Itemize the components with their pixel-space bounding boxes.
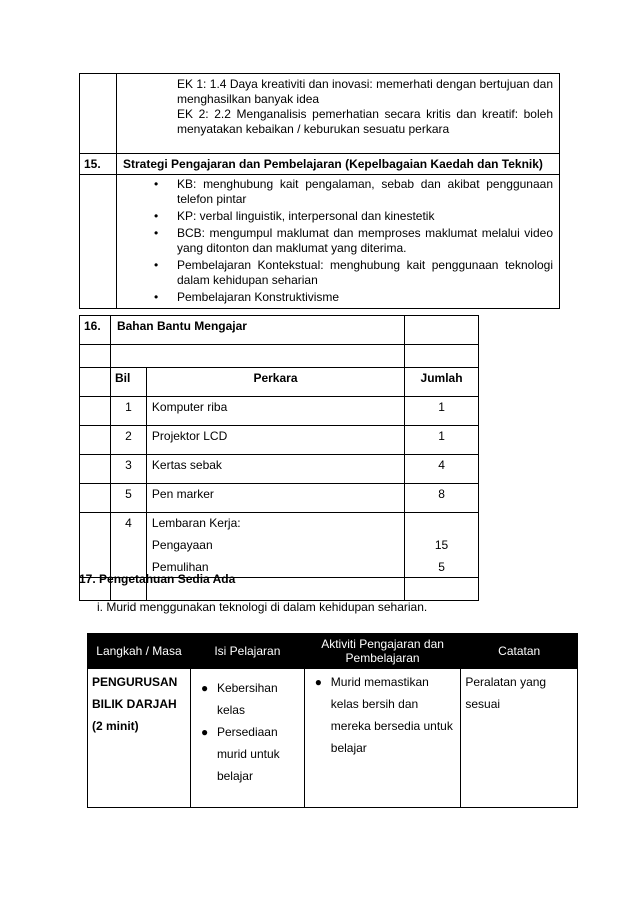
empty-cell [80, 426, 111, 455]
empty-cell [80, 513, 111, 578]
cell-jumlah: 1 [405, 397, 479, 426]
empty-cell [405, 578, 479, 601]
cell-jumlah-worksheet [405, 513, 479, 578]
cell-jumlah: 4 [405, 455, 479, 484]
step-line-2: BILIK DARJAH [92, 697, 177, 711]
empty-cell [80, 455, 111, 484]
table-row [80, 426, 479, 455]
list-item [154, 209, 553, 224]
empty-cell [80, 345, 111, 368]
list-item [201, 721, 300, 787]
ek-line-2: EK 2: 2.2 Menganalisis pemerhatian secara kritis dan kreatif: boleh menyatakan kebaikan / keburukan sesuatu perkara [177, 107, 553, 136]
teaching-aids-table [79, 315, 479, 601]
step-line-1: PENGURUSAN [92, 675, 178, 689]
enrichment-count: 15 [434, 538, 449, 552]
section-17-text: i. Murid menggunakan teknologi di dalam kehidupan seharian. [97, 600, 428, 614]
column-header-aktiviti: Aktiviti Pengajaran dan Pembelajaran [304, 634, 461, 669]
section-17-title: 17. Pengetahuan Sedia Ada [79, 572, 236, 586]
list-item-text: KP: verbal linguistik, interpersonal dan kinestetik [177, 209, 435, 223]
empty-cell [405, 345, 479, 368]
bullet-icon: ● [200, 725, 209, 739]
column-header-row [80, 368, 479, 397]
section-15-content-row [80, 175, 560, 309]
list-item-text: Persediaan murid untuk belajar [216, 725, 280, 783]
strategy-list-cell [117, 175, 560, 309]
empty-cell [80, 368, 111, 397]
cell-perkara: Pen marker [146, 484, 404, 513]
list-item [201, 677, 300, 721]
section-15-header-row [80, 154, 560, 175]
strategy-list [154, 177, 553, 305]
table-row [80, 513, 479, 578]
cell-bil: 2 [110, 426, 146, 455]
cell-jumlah: 8 [405, 484, 479, 513]
cell-bil: 5 [110, 484, 146, 513]
column-header-catatan: Catatan [461, 634, 578, 669]
remedial-count: 5 [438, 560, 445, 574]
cell-bil: 1 [110, 397, 146, 426]
worksheet-enrichment: Pengayaan [151, 538, 213, 552]
list-item-text: Murid memastikan kelas bersih dan mereka bersedia untuk belajar [330, 675, 453, 755]
lesson-steps-table [87, 633, 578, 808]
bullet-icon: • [154, 209, 159, 223]
section-15-title: Strategi Pengajaran dan Pembelajaran (Kepelbagaian Kaedah dan Teknik) [117, 154, 560, 175]
empty-cell [80, 397, 111, 426]
list-item-text: KB: menghubung kait pengalaman, sebab dan akibat penggunaan telefon pintar [177, 177, 553, 206]
list-item-text: Pembelajaran Kontekstual: menghubung kait penggunaan teknologi dalam kehidupan seharian [177, 258, 553, 287]
list-item-text: BCB: mengumpul maklumat dan memproses maklumat melalui video yang ditonton dan maklumat yang diterima. [177, 226, 553, 255]
bullet-icon: • [154, 226, 159, 240]
table-row [80, 455, 479, 484]
step-duration: (2 minit) [92, 719, 139, 733]
ek-row [80, 74, 560, 154]
list-item [315, 671, 457, 759]
ek-line-1: EK 1: 1.4 Daya kreativiti dan inovasi: memerhati dengan bertujuan dan menghasilkan banyak idea [177, 77, 553, 106]
bullet-icon: • [154, 177, 159, 191]
list-item [154, 258, 553, 288]
cell-bil: 4 [110, 513, 146, 578]
list-item [154, 226, 553, 256]
cell-langkah [88, 669, 191, 808]
list-item-text: Pembelajaran Konstruktivisme [177, 290, 340, 304]
column-header-bil: Bil [110, 368, 146, 397]
bullet-icon: • [154, 258, 159, 272]
cell-perkara-worksheet [146, 513, 404, 578]
list-item [154, 290, 553, 305]
column-header-jumlah: Jumlah [405, 368, 479, 397]
ek-cell [117, 74, 560, 154]
worksheet-label: Lembaran Kerja: [151, 516, 241, 530]
cell-perkara: Kertas sebak [146, 455, 404, 484]
table-row [80, 397, 479, 426]
section-15-empty-cell [80, 175, 117, 309]
bullet-icon: ● [200, 681, 209, 695]
cell-jumlah: 1 [405, 426, 479, 455]
cell-perkara: Komputer riba [146, 397, 404, 426]
section-16-header-row [80, 316, 479, 345]
column-header-isi: Isi Pelajaran [190, 634, 304, 669]
worksheet-remedial: Pemulihan [151, 560, 209, 574]
lesson-header-row [88, 634, 578, 669]
cell-aktiviti [304, 669, 461, 808]
section-16-title: Bahan Bantu Mengajar [110, 316, 404, 345]
section-15-number: 15. [80, 154, 117, 175]
table-row [88, 669, 578, 808]
column-header-langkah: Langkah / Masa [88, 634, 191, 669]
cell-perkara: Projektor LCD [146, 426, 404, 455]
bullet-icon: ● [314, 675, 323, 689]
empty-cell [110, 345, 404, 368]
cell-isi [190, 669, 304, 808]
empty-cell [80, 484, 111, 513]
empty-cell [405, 316, 479, 345]
table-row [80, 345, 479, 368]
column-header-perkara: Perkara [146, 368, 404, 397]
cell-catatan: Peralatan yang sesuai [461, 669, 578, 808]
bullet-icon: • [154, 290, 159, 304]
ek-number-cell [80, 74, 117, 154]
cell-bil: 3 [110, 455, 146, 484]
list-item-text: Kebersihan kelas [216, 681, 278, 717]
strategy-table [79, 73, 560, 309]
section-16-number: 16. [80, 316, 111, 345]
table-row [80, 484, 479, 513]
list-item [154, 177, 553, 207]
